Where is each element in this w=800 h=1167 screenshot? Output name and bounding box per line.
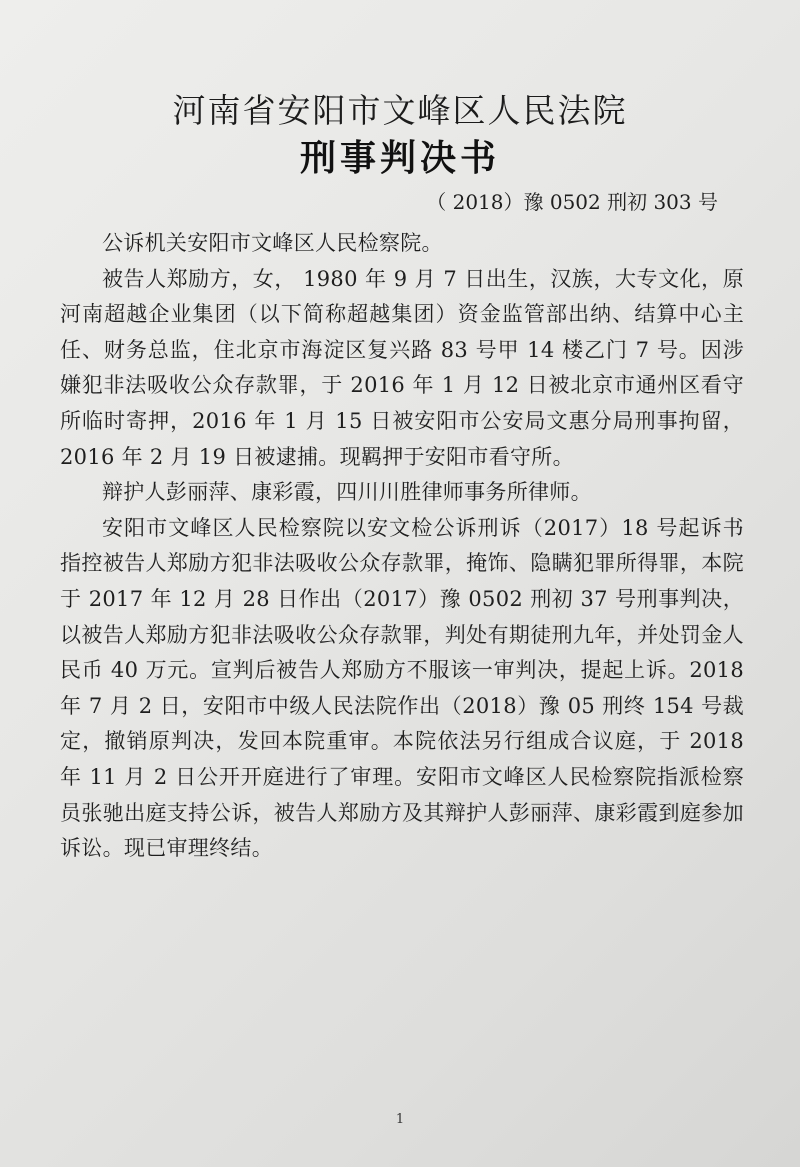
document-body [60, 226, 744, 867]
prosecutor-paragraph: 公诉机关安阳市文峰区人民检察院。 [102, 231, 443, 255]
document-type-title: 刑事判决书 [299, 138, 500, 179]
page-number: 1 [395, 1112, 405, 1127]
defendant-paragraph: 被告人郑励方，女， 1980 年 9 月 7 日出生，汉族，大专文化，原河南超越企业集团（以下简称超越集团）资金监管部出纳、结算中心主任、财务总监，住北京市海淀区复兴路 83 号甲 14 楼乙门 7 号。因涉嫌犯非法吸收公众存款罪，于 2016 年 1 月 12 日被北京市通州区看守所临时寄押，2016 年 1 月 15 日被安阳市公安局文惠分局刑事拘留，2016 年 2 月 19 日被逮捕。现羁押于安阳市看守所。 [60, 266, 744, 469]
case-history-paragraph: 安阳市文峰区人民检察院以安文检公诉刑诉（2017）18 号起诉书指控被告人郑励方犯非法吸收公众存款罪，掩饰、隐瞒犯罪所得罪，本院于 2017 年 12 月 28 日作出（2017）豫 0502 刑初 37 号刑事判决，以被告人郑励方犯非法吸收公众存款罪，判处有期徒刑九年，并处罚金人民币 40 万元。宣判后被告人郑励方不服该一审判决，提起上诉。2018 年 7 月 2 日，安阳市中级人民法院作出（2018）豫 05 刑终 154 号裁定，撤销原判决，发回本院重审。本院依法另行组成合议庭，于 2018 年 11 月 2 日公开开庭进行了审理。安阳市文峰区人民检察院指派检察员张驰出庭支持公诉，被告人郑励方及其辩护人彭丽萍、康彩霞到庭参加诉讼。现已审理终结。 [60, 515, 744, 861]
case-number: （ 2018）豫 0502 刑初 303 号 [426, 190, 718, 214]
court-name-heading: 河南省安阳市文峰区人民法院 [172, 91, 628, 130]
defense-counsel-paragraph: 辩护人彭丽萍、康彩霞，四川川胜律师事务所律师。 [102, 480, 592, 505]
